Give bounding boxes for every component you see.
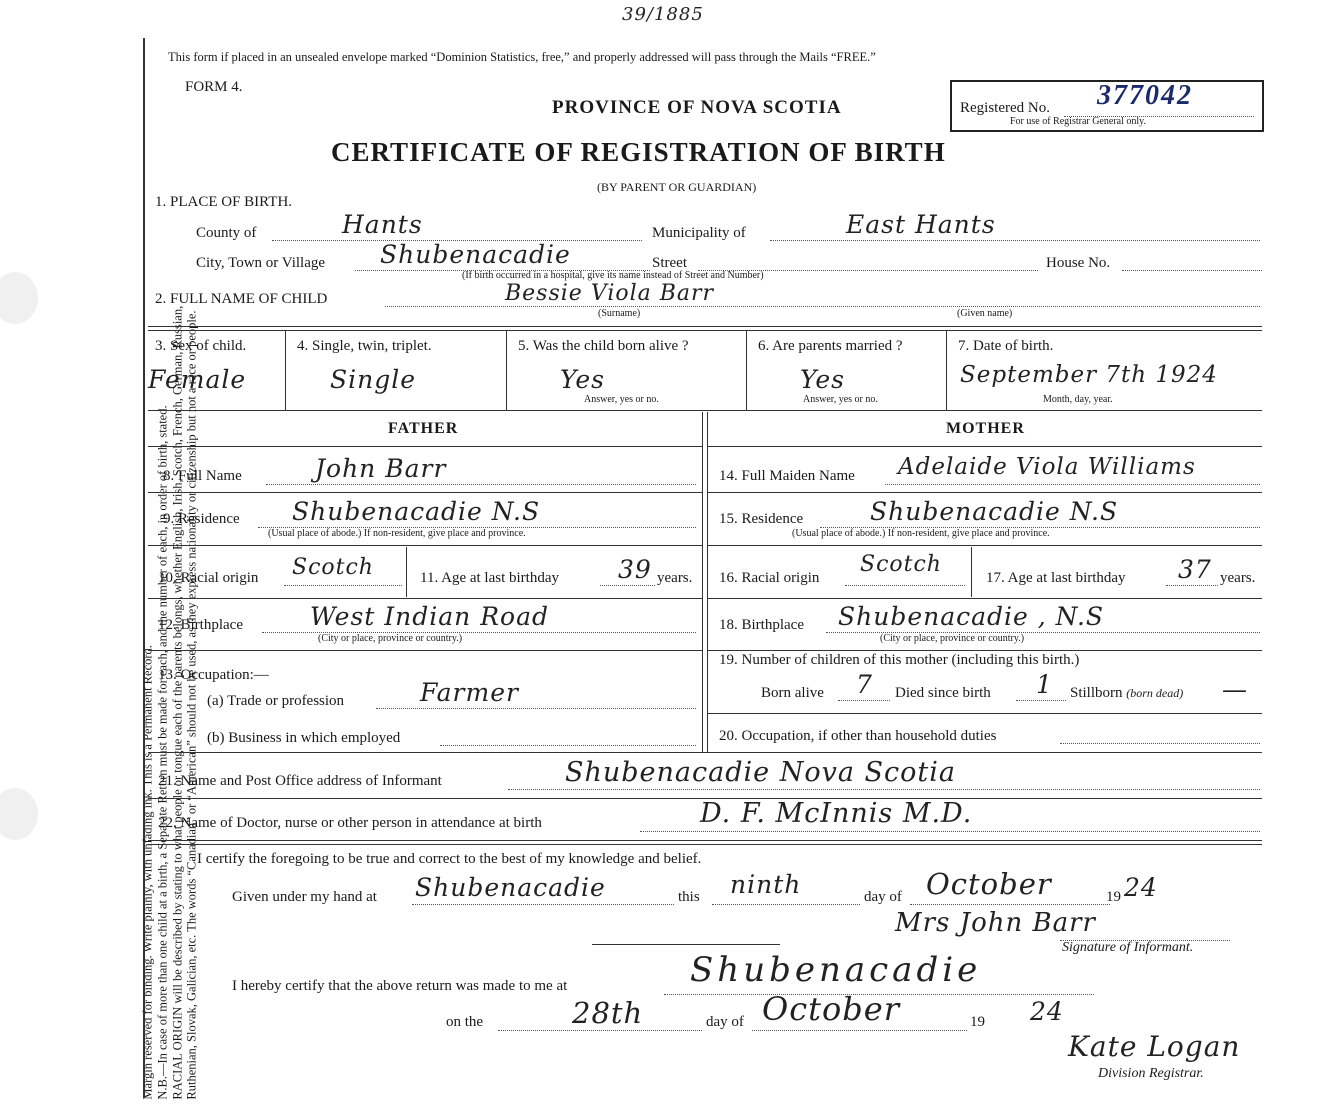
registrar-year-prefix: 19 xyxy=(970,1014,985,1030)
mother-occupation-dots xyxy=(1060,743,1260,744)
father-racial-label: 10. Racial origin xyxy=(158,570,259,586)
registered-box xyxy=(950,80,1264,132)
punch-hole-bottom xyxy=(0,788,38,840)
registrar-day: 28th xyxy=(572,996,644,1030)
alive-label: 5. Was the child born alive ? xyxy=(518,338,689,354)
mother-name-label: 14. Full Maiden Name xyxy=(719,468,855,484)
father-name-dots xyxy=(266,484,696,485)
parents-divider-b xyxy=(707,412,708,752)
surname-note: (Surname) xyxy=(598,308,641,319)
parents-divider-a xyxy=(702,412,703,752)
margin-note-4: Ruthenian, Slovak, Galician, etc. The words “Canadian” or “American” should not be used, as they express nationality or citizenship but not a race or people. xyxy=(184,310,199,1100)
mother-rule-c xyxy=(708,545,1262,546)
father-name-label: 8. Full Name xyxy=(163,468,242,484)
house-dots xyxy=(1122,270,1262,271)
mother-name-value: Adelaide Viola Williams xyxy=(898,454,1196,480)
child-name-value: Bessie Viola Barr xyxy=(505,281,715,306)
place-of-birth-label: 1. PLACE OF BIRTH. xyxy=(155,194,293,210)
father-racial-value: Scotch xyxy=(292,555,374,580)
born-alive-dots xyxy=(838,700,890,701)
informant-signature: Mrs John Barr xyxy=(895,908,1096,938)
mother-racial-label: 16. Racial origin xyxy=(719,570,820,586)
informant-label: 21. Name and Post Office address of Informant xyxy=(158,773,442,789)
given-name-note: (Given name) xyxy=(957,308,1013,319)
registrar-month-dots xyxy=(752,1030,967,1031)
given-place-dots xyxy=(412,904,674,905)
stillborn-value: — xyxy=(1222,675,1248,704)
top-annotation: 39/1885 xyxy=(622,4,704,25)
doctor-value: D. F. McInnis M.D. xyxy=(700,798,973,829)
died-dots xyxy=(1016,700,1066,701)
certificate-subtitle: (BY PARENT OR GUARDIAN) xyxy=(597,180,757,194)
mother-birthplace-note: (City or place, province or country.) xyxy=(880,633,1025,644)
mother-birthplace-value: Shubenacadie , N.S xyxy=(838,602,1105,631)
born-alive-label: Born alive xyxy=(761,685,824,701)
doctor-dots xyxy=(640,831,1260,832)
registrar-year: 24 xyxy=(1030,997,1064,1026)
mail-notice: This form if placed in an unsealed envelope marked “Dominion Statistics, free,” and properly addressed will pass through the Mails “FREE.” xyxy=(168,50,876,64)
mother-age-value: 37 xyxy=(1178,555,1212,584)
dob-value: September 7th 1924 xyxy=(960,362,1218,388)
father-occupation-label: 13. Occupation:— xyxy=(158,667,269,683)
father-rule-d xyxy=(148,598,702,599)
margin-note-1: Margin reserved for binding. Write plainly, with unfading ink. This is a Permanent Record. xyxy=(140,645,155,1100)
sex-label: 3. Sex of child. xyxy=(155,338,247,354)
certification-statement: I certify the foregoing to be true and correct to the best of my knowledge and belief. xyxy=(197,851,702,867)
form-number: FORM 4. xyxy=(185,79,243,95)
registrar-day-dots xyxy=(498,1030,702,1031)
rule-7 xyxy=(148,844,1262,845)
father-age-value: 39 xyxy=(618,555,652,584)
col-4-5 xyxy=(506,330,507,410)
city-value: Shubenacadie xyxy=(380,240,571,269)
father-residence-label: 9. Residence xyxy=(163,511,240,527)
rule-3 xyxy=(148,410,1262,411)
col-5-6 xyxy=(746,330,747,410)
county-value: Hants xyxy=(342,210,423,239)
stillborn-label xyxy=(1070,685,1183,702)
father-years: years. xyxy=(657,570,693,586)
county-label: County of xyxy=(196,225,257,241)
mother-years: years. xyxy=(1220,570,1256,586)
province-heading: PROVINCE OF NOVA SCOTIA xyxy=(552,97,842,118)
given-label: Given under my hand at xyxy=(232,889,377,905)
rule-4 xyxy=(148,752,1262,753)
father-racial-sep xyxy=(406,547,407,597)
died-label: Died since birth xyxy=(895,685,991,701)
certification-month: October xyxy=(926,867,1052,901)
mother-occupation-label: 20. Occupation, if other than household duties xyxy=(719,728,997,744)
certification-year: 24 xyxy=(1124,873,1158,902)
mother-heading: MOTHER xyxy=(946,420,1025,437)
mother-residence-note: (Usual place of abode.) If non-resident, give place and province. xyxy=(792,528,1050,539)
registrar-month: October xyxy=(762,990,900,1028)
short-rule xyxy=(592,944,780,945)
mother-birthplace-label: 18. Birthplace xyxy=(719,617,804,633)
given-place-value: Shubenacadie xyxy=(415,873,606,902)
registered-number: 377042 xyxy=(1097,80,1193,111)
margin-note-3: RACIAL ORIGIN will be described by stating to what people or tongue each of the parents belongs, whether English, Irish, Scotch, French, German, Russian, xyxy=(170,305,184,1100)
father-racial-dots xyxy=(284,585,402,586)
rule-6 xyxy=(148,840,1262,841)
doctor-label: 22. Name of Doctor, nurse or other person in attendance at birth xyxy=(158,815,542,831)
plurality-value: Single xyxy=(330,365,417,394)
mother-name-dots xyxy=(885,484,1260,485)
registrar-day-of-label: day of xyxy=(706,1014,744,1030)
informant-value: Shubenacadie Nova Scotia xyxy=(565,757,956,788)
rule-1 xyxy=(148,326,1262,327)
child-name-label: 2. FULL NAME OF CHILD xyxy=(155,291,328,307)
father-rule-c xyxy=(148,545,702,546)
dob-note: Month, day, year. xyxy=(1043,394,1113,405)
house-label: House No. xyxy=(1046,255,1111,271)
children-label: 19. Number of children of this mother (including this birth.) xyxy=(719,652,1080,668)
col-6-7 xyxy=(946,330,947,410)
stillborn-label-text: Stillborn xyxy=(1070,685,1123,701)
registrar-signature-label: Division Registrar. xyxy=(1098,1066,1204,1081)
city-label: City, Town or Village xyxy=(196,255,326,271)
day-dots xyxy=(712,904,860,905)
mother-racial-value: Scotch xyxy=(860,552,942,577)
married-value: Yes xyxy=(800,365,845,394)
rule-2 xyxy=(148,330,1262,331)
registrar-signature: Kate Logan xyxy=(1068,1030,1241,1063)
mother-residence-value: Shubenacadie N.S xyxy=(870,497,1119,526)
on-the-label: on the xyxy=(446,1014,484,1030)
mother-age-dots xyxy=(1166,585,1218,586)
day-of-label: day of xyxy=(864,889,902,905)
plurality-label: 4. Single, twin, triplet. xyxy=(297,338,432,354)
mother-rule-d xyxy=(708,598,1262,599)
this-label: this xyxy=(678,889,700,905)
father-residence-value: Shubenacadie N.S xyxy=(292,497,541,526)
dob-label: 7. Date of birth. xyxy=(958,338,1054,354)
mother-racial-sep xyxy=(971,547,972,597)
month-dots xyxy=(910,904,1110,905)
father-trade-dots xyxy=(376,708,696,709)
father-age-label: 11. Age at last birthday xyxy=(420,570,559,586)
father-birthplace-note: (City or place, province or country.) xyxy=(318,633,463,644)
died-value: 1 xyxy=(1036,670,1053,699)
father-rule-a xyxy=(148,446,702,447)
father-business-label: (b) Business in which employed xyxy=(207,730,401,746)
registrar-note: For use of Registrar General only. xyxy=(1010,116,1146,127)
mother-age-label: 17. Age at last birthday xyxy=(986,570,1126,586)
margin-note-2: N.B.—In case of more than one child at a birth, a Separate Return must be made for each, and the number of each, in order of birth, stated. xyxy=(155,405,170,1100)
father-trade-label: (a) Trade or profession xyxy=(207,693,345,709)
municipality-label: Municipality of xyxy=(652,225,746,241)
child-name-dots xyxy=(385,306,1260,307)
father-rule-b xyxy=(148,492,702,493)
stillborn-note: (born dead) xyxy=(1126,686,1184,700)
street-label: Street xyxy=(652,255,687,271)
father-rule-e xyxy=(148,650,702,651)
year-prefix: 19 xyxy=(1106,889,1121,905)
father-heading: FATHER xyxy=(388,420,459,437)
father-birthplace-value: West Indian Road xyxy=(310,602,549,631)
father-residence-note: (Usual place of abode.) If non-resident, give place and province. xyxy=(268,528,526,539)
sex-value: Female xyxy=(148,365,247,394)
registrar-place-value: Shubenacadie xyxy=(690,950,982,990)
father-business-dots xyxy=(440,745,696,746)
punch-hole-top xyxy=(0,272,38,324)
alive-value: Yes xyxy=(560,365,605,394)
mother-racial-dots xyxy=(845,585,965,586)
municipality-value: East Hants xyxy=(846,210,996,239)
hospital-note: (If birth occurred in a hospital, give its name instead of Street and Number) xyxy=(462,270,764,281)
col-3-4 xyxy=(285,330,286,410)
father-age-dots xyxy=(600,585,655,586)
mother-rule-e xyxy=(708,650,1262,651)
municipality-dots xyxy=(770,240,1260,241)
certification-day: ninth xyxy=(730,870,802,899)
registered-label: Registered No. xyxy=(960,100,1050,116)
certificate-title: CERTIFICATE OF REGISTRATION OF BIRTH xyxy=(331,137,946,167)
father-trade-value: Farmer xyxy=(420,678,519,707)
signature-label: Signature of Informant. xyxy=(1062,940,1194,955)
mother-residence-label: 15. Residence xyxy=(719,511,804,527)
registrar-statement: I hereby certify that the above return was made to me at xyxy=(232,978,568,994)
married-answer-note: Answer, yes or no. xyxy=(803,394,878,405)
mother-rule-a xyxy=(708,446,1262,447)
born-alive-value: 7 xyxy=(856,670,873,699)
married-label: 6. Are parents married ? xyxy=(758,338,903,354)
father-name-value: John Barr xyxy=(315,454,447,483)
mother-rule-f xyxy=(708,713,1262,714)
mother-rule-b xyxy=(708,492,1262,493)
father-birthplace-label: 12. Birthplace xyxy=(158,617,243,633)
binding-margin-line xyxy=(143,38,145,1098)
alive-answer-note: Answer, yes or no. xyxy=(584,394,659,405)
informant-dots xyxy=(508,789,1260,790)
